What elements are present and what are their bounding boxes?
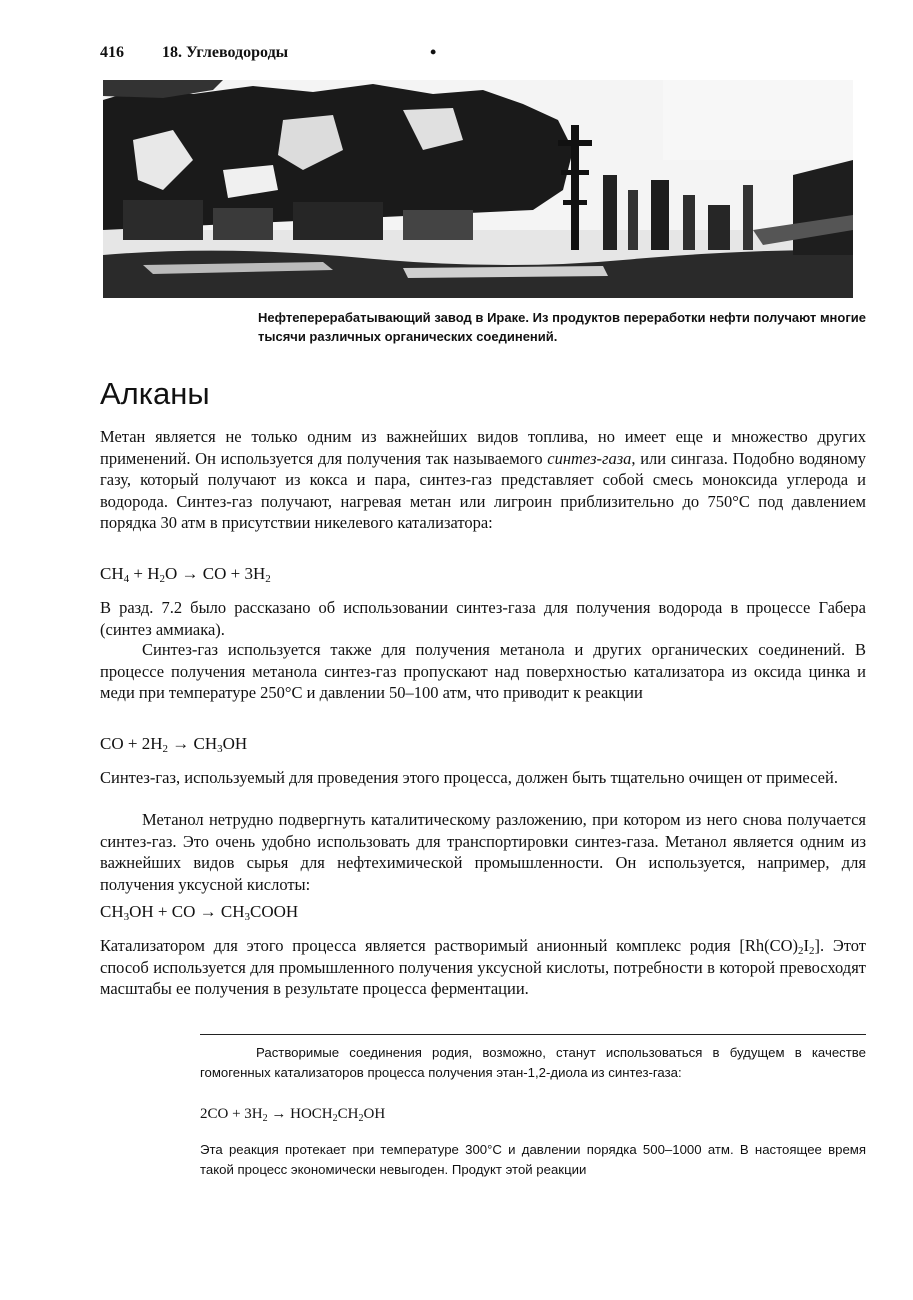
paragraph-1-text-a: Метан является не только одним из важнейших видов топлива, но имеет еще и множество других применений. Он используется для получения так называемого (100, 427, 866, 468)
paragraph-5: Метанол нетрудно подвергнуть каталитическому разложению, при котором из него снова получается синтез-газ. Это очень удобно использовать для транспортировки синтез-газа. Метанол является одним из важнейших видов сырья для нефтехимической промышленности. Он используется, например, для получения уксусной кислоты: (100, 810, 866, 894)
paragraph-2: В разд. 7.2 было рассказано об использовании синтез-газа для получения водорода в процессе Габера (синтез аммиака). (100, 598, 866, 639)
paragraph-6-sub: 2 (809, 945, 815, 957)
eq1-part: O → CO + 3H (165, 564, 266, 583)
note-eq-part: CH (337, 1106, 359, 1122)
paragraph-6-text-a: Катализатором для этого процесса является растворимый анионный комплекс родия [Rh(CO) (100, 936, 799, 955)
paragraph-4: Синтез-газ, используемый для проведения этого процесса, должен быть тщательно очищен от примесей. (100, 768, 838, 787)
eq1-part: CH (100, 564, 124, 583)
paragraph-6 (100, 935, 866, 1000)
note-paragraph-1: Растворимые соединения родия, возможно, станут использоваться в будущем в качестве гомогенных катализаторов процесса получения этан-1,2-диола из синтез-газа: (200, 1045, 866, 1080)
note-paragraph-2: Эта реакция протекает при температуре 300°С и давлении порядка 500–1000 атм. В настоящее время такой процесс экономически невыгоден. Продукт этой реакции (200, 1142, 866, 1177)
equation-1 (100, 563, 271, 585)
note-eq-sub: 2 (332, 1113, 338, 1124)
eq3-part: OH + CO → CH (129, 902, 245, 921)
note-eq-sub: 2 (262, 1113, 268, 1124)
eq2-part: OH (222, 734, 248, 753)
equation-3 (100, 901, 298, 923)
paragraph-6-text-b: I (803, 936, 810, 955)
eq3-sub: 3 (244, 911, 250, 923)
eq2-sub: 2 (162, 743, 168, 755)
equation-2 (100, 733, 247, 755)
term-syngas: синтез-газа (547, 448, 632, 468)
eq2-sub: 3 (217, 743, 223, 755)
note-eq-part: → HOCH (267, 1106, 333, 1122)
note-eq-sub: 2 (358, 1113, 364, 1124)
eq3-part: COOH (250, 902, 299, 921)
note-divider (200, 1034, 866, 1035)
paragraph-3: Синтез-газ используется также для получения метанола и других органических соединений. В процессе получения метанола синтез-газ пропускают над поверхностью катализатора из оксида цинка и меди при температуре 250°С и давлении 50–100 атм, что приводит к реакции (100, 640, 866, 703)
eq1-part: + H (129, 564, 160, 583)
note-equation (200, 1106, 385, 1123)
eq1-sub: 2 (265, 573, 271, 585)
figure-caption: Нефтеперерабатывающий завод в Ираке. Из продуктов переработки нефти получают многие тысячи различных органических соединений. (258, 310, 866, 344)
page-header (100, 44, 860, 70)
paragraph-6-text-c: ]. Этот способ используется для промышленного получения уксусной кислоты, потребности в которой превосходят масштабы ее получения в результате процесса ферментации. (100, 936, 866, 999)
paragraph-6-sub: 2 (798, 945, 804, 957)
refinery-photo (103, 80, 853, 298)
section-title: Алканы (100, 376, 210, 411)
eq3-part: CH (100, 902, 124, 921)
eq1-sub: 2 (159, 573, 165, 585)
note-eq-part: OH (363, 1106, 386, 1122)
refinery-photo-image (103, 80, 853, 298)
eq3-sub: 3 (123, 911, 130, 923)
chapter-title: 18. Углеводороды (162, 44, 289, 61)
paragraph-1 (100, 426, 866, 534)
note-eq-part: 2CO + 3H (200, 1106, 263, 1122)
eq2-part: CO + 2H (100, 734, 163, 753)
eq1-sub: 4 (123, 573, 130, 585)
header-dot: • (430, 42, 437, 62)
page-number: 416 (100, 44, 124, 61)
paragraph-1-text-b: , или сингаза. Подобно водяному газу, который получают из кокса и пара, синтез-газ представляет собой смесь моноксида углерода и водорода. Синтез-газ получают, нагревая метан или лигроин приблизительно до 750°С под давлением порядка 30 атм в присутствии никелевого катализатора: (100, 448, 867, 533)
eq2-part: → CH (167, 734, 218, 753)
